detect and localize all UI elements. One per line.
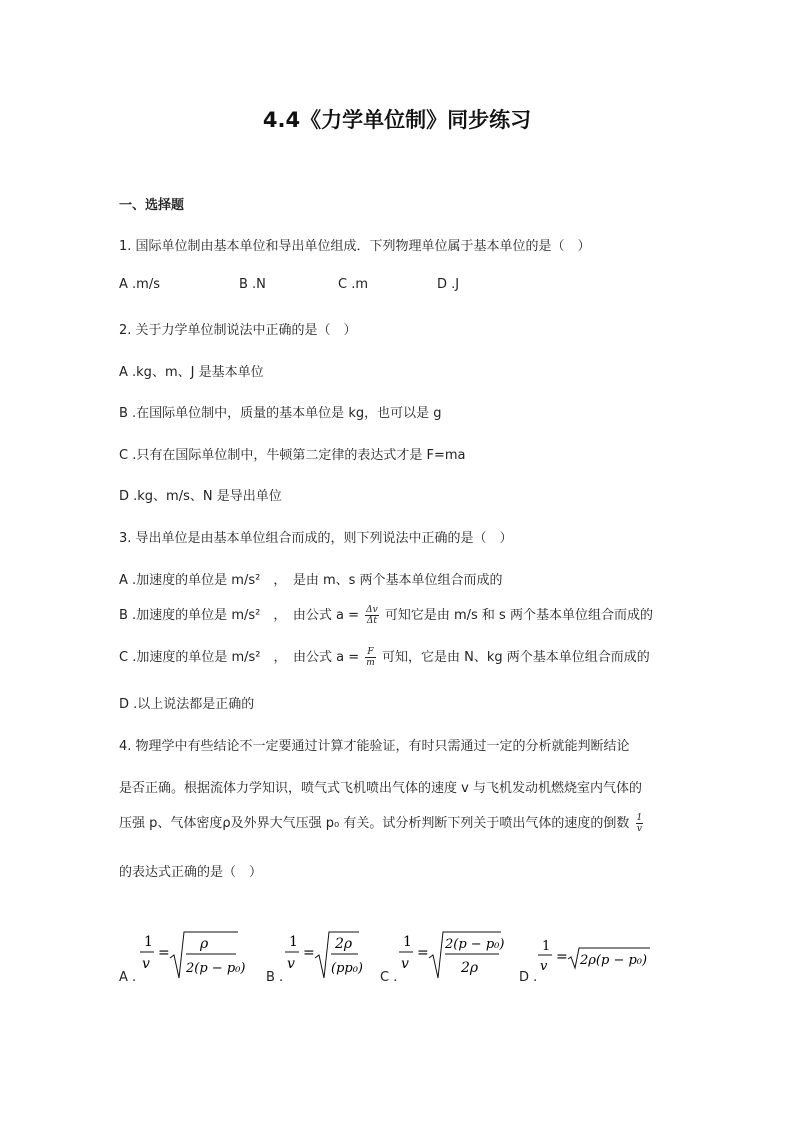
numerator: ρ bbox=[200, 936, 209, 952]
option-c-prefix: C .加速度的单位是 m/s² ， 由公式 a = bbox=[119, 650, 360, 665]
question-4-line-1: 4. 物理学中有些结论不一定要通过计算才能验证，有时只需通过一定的分析就能判断结论 bbox=[119, 739, 630, 754]
radicand: 2ρ(p − p₀) bbox=[580, 953, 648, 968]
fraction-denominator: Δt bbox=[366, 616, 377, 626]
fraction-numerator: F bbox=[365, 647, 376, 658]
question-2-option-c: C .只有在国际单位制中，牛顿第二定律的表达式才是 F=ma bbox=[119, 448, 466, 463]
lhs-numerator: 1 bbox=[144, 934, 153, 950]
lhs-numerator: 1 bbox=[542, 939, 551, 954]
f-over-m-fraction bbox=[365, 647, 376, 668]
section-heading: 一、选择题 bbox=[119, 198, 185, 213]
fraction-numerator: 1 bbox=[636, 813, 643, 823]
lhs-denominator: v bbox=[142, 956, 150, 972]
line-3-text: 压强 p、气体密度ρ及外界大气压强 p₀ 有关。试分析判断下列关于喷出气体的速度的倒数 bbox=[119, 816, 630, 831]
question-2-stem: 2. 关于力学单位制说法中正确的是（ ） bbox=[119, 323, 357, 338]
lhs-numerator: 1 bbox=[289, 934, 298, 950]
formula-d-svg bbox=[536, 938, 656, 982]
question-4-option-d-label: D . bbox=[519, 970, 538, 985]
fraction-denominator: v bbox=[636, 824, 642, 834]
denominator: 2(p − p₀) bbox=[186, 961, 246, 976]
question-3-stem: 3. 导出单位是由基本单位组合而成的，则下列说法中正确的是（ ） bbox=[119, 531, 513, 546]
question-1-option-a: A .m/s bbox=[119, 277, 160, 292]
numerator: 2ρ bbox=[335, 936, 353, 952]
question-1-option-d: D .J bbox=[437, 277, 460, 292]
question-4-option-b-formula bbox=[283, 928, 363, 988]
lhs-denominator: v bbox=[287, 956, 295, 972]
question-3-option-a: A .加速度的单位是 m/s² ， 是由 m、s 两个基本单位组合而成的 bbox=[119, 573, 503, 588]
question-3-option-d: D .以上说法都是正确的 bbox=[119, 697, 255, 712]
fraction-denominator: m bbox=[366, 658, 375, 668]
question-4-line-4: 的表达式正确的是（ ） bbox=[119, 865, 263, 880]
question-1-option-b: B .N bbox=[239, 277, 266, 292]
question-4-line-3 bbox=[119, 812, 645, 834]
question-2-option-b: B .在国际单位制中，质量的基本单位是 kg，也可以是 g bbox=[119, 406, 442, 421]
equals-sign: = bbox=[417, 945, 429, 961]
equals-sign: = bbox=[556, 949, 568, 965]
question-4-option-b-label: B . bbox=[266, 970, 284, 985]
denominator: 2ρ bbox=[461, 960, 479, 976]
option-b-suffix: 可知它是由 m/s 和 s 两个基本单位组合而成的 bbox=[384, 608, 653, 623]
question-4-option-a-label: A . bbox=[119, 970, 137, 985]
question-4-option-c-formula bbox=[397, 928, 507, 988]
option-b-prefix: B .加速度的单位是 m/s² ， 由公式 a = bbox=[119, 608, 359, 623]
question-4-option-d-formula bbox=[536, 938, 656, 986]
numerator: 2(p − p₀) bbox=[445, 937, 505, 952]
lhs-denominator: v bbox=[540, 959, 548, 974]
formula-b-svg bbox=[283, 928, 363, 984]
question-4-line-2: 是否正确。根据流体力学知识，喷气式飞机喷出气体的速度 v 与飞机发动机燃烧室内气体的 bbox=[119, 781, 642, 796]
formula-a-svg bbox=[138, 928, 248, 984]
question-4-option-c-label: C . bbox=[380, 970, 398, 985]
lhs-denominator: v bbox=[401, 956, 409, 972]
question-3-option-b bbox=[119, 604, 653, 626]
question-2-option-d: D .kg、m/s、N 是导出单位 bbox=[119, 489, 282, 504]
page-title: 4.4《力学单位制》同步练习 bbox=[262, 108, 532, 132]
one-over-v-fraction bbox=[636, 813, 644, 834]
question-2-option-a: A .kg、m、J 是基本单位 bbox=[119, 365, 264, 380]
denominator: (pp₀) bbox=[331, 961, 363, 976]
lhs-numerator: 1 bbox=[403, 934, 412, 950]
equals-sign: = bbox=[303, 945, 315, 961]
question-1-stem: 1. 国际单位制由基本单位和导出单位组成．下列物理单位属于基本单位的是（ ） bbox=[119, 239, 591, 254]
delta-v-over-delta-t-fraction bbox=[365, 605, 379, 626]
question-3-option-c bbox=[119, 646, 650, 668]
fraction-numerator: Δv bbox=[366, 605, 378, 615]
question-1-option-c: C .m bbox=[338, 277, 369, 292]
option-c-suffix: 可知，它是由 N、kg 两个基本单位组合而成的 bbox=[381, 650, 650, 665]
formula-c-svg bbox=[397, 928, 507, 984]
equals-sign: = bbox=[158, 945, 170, 961]
question-4-option-a-formula bbox=[138, 928, 248, 988]
